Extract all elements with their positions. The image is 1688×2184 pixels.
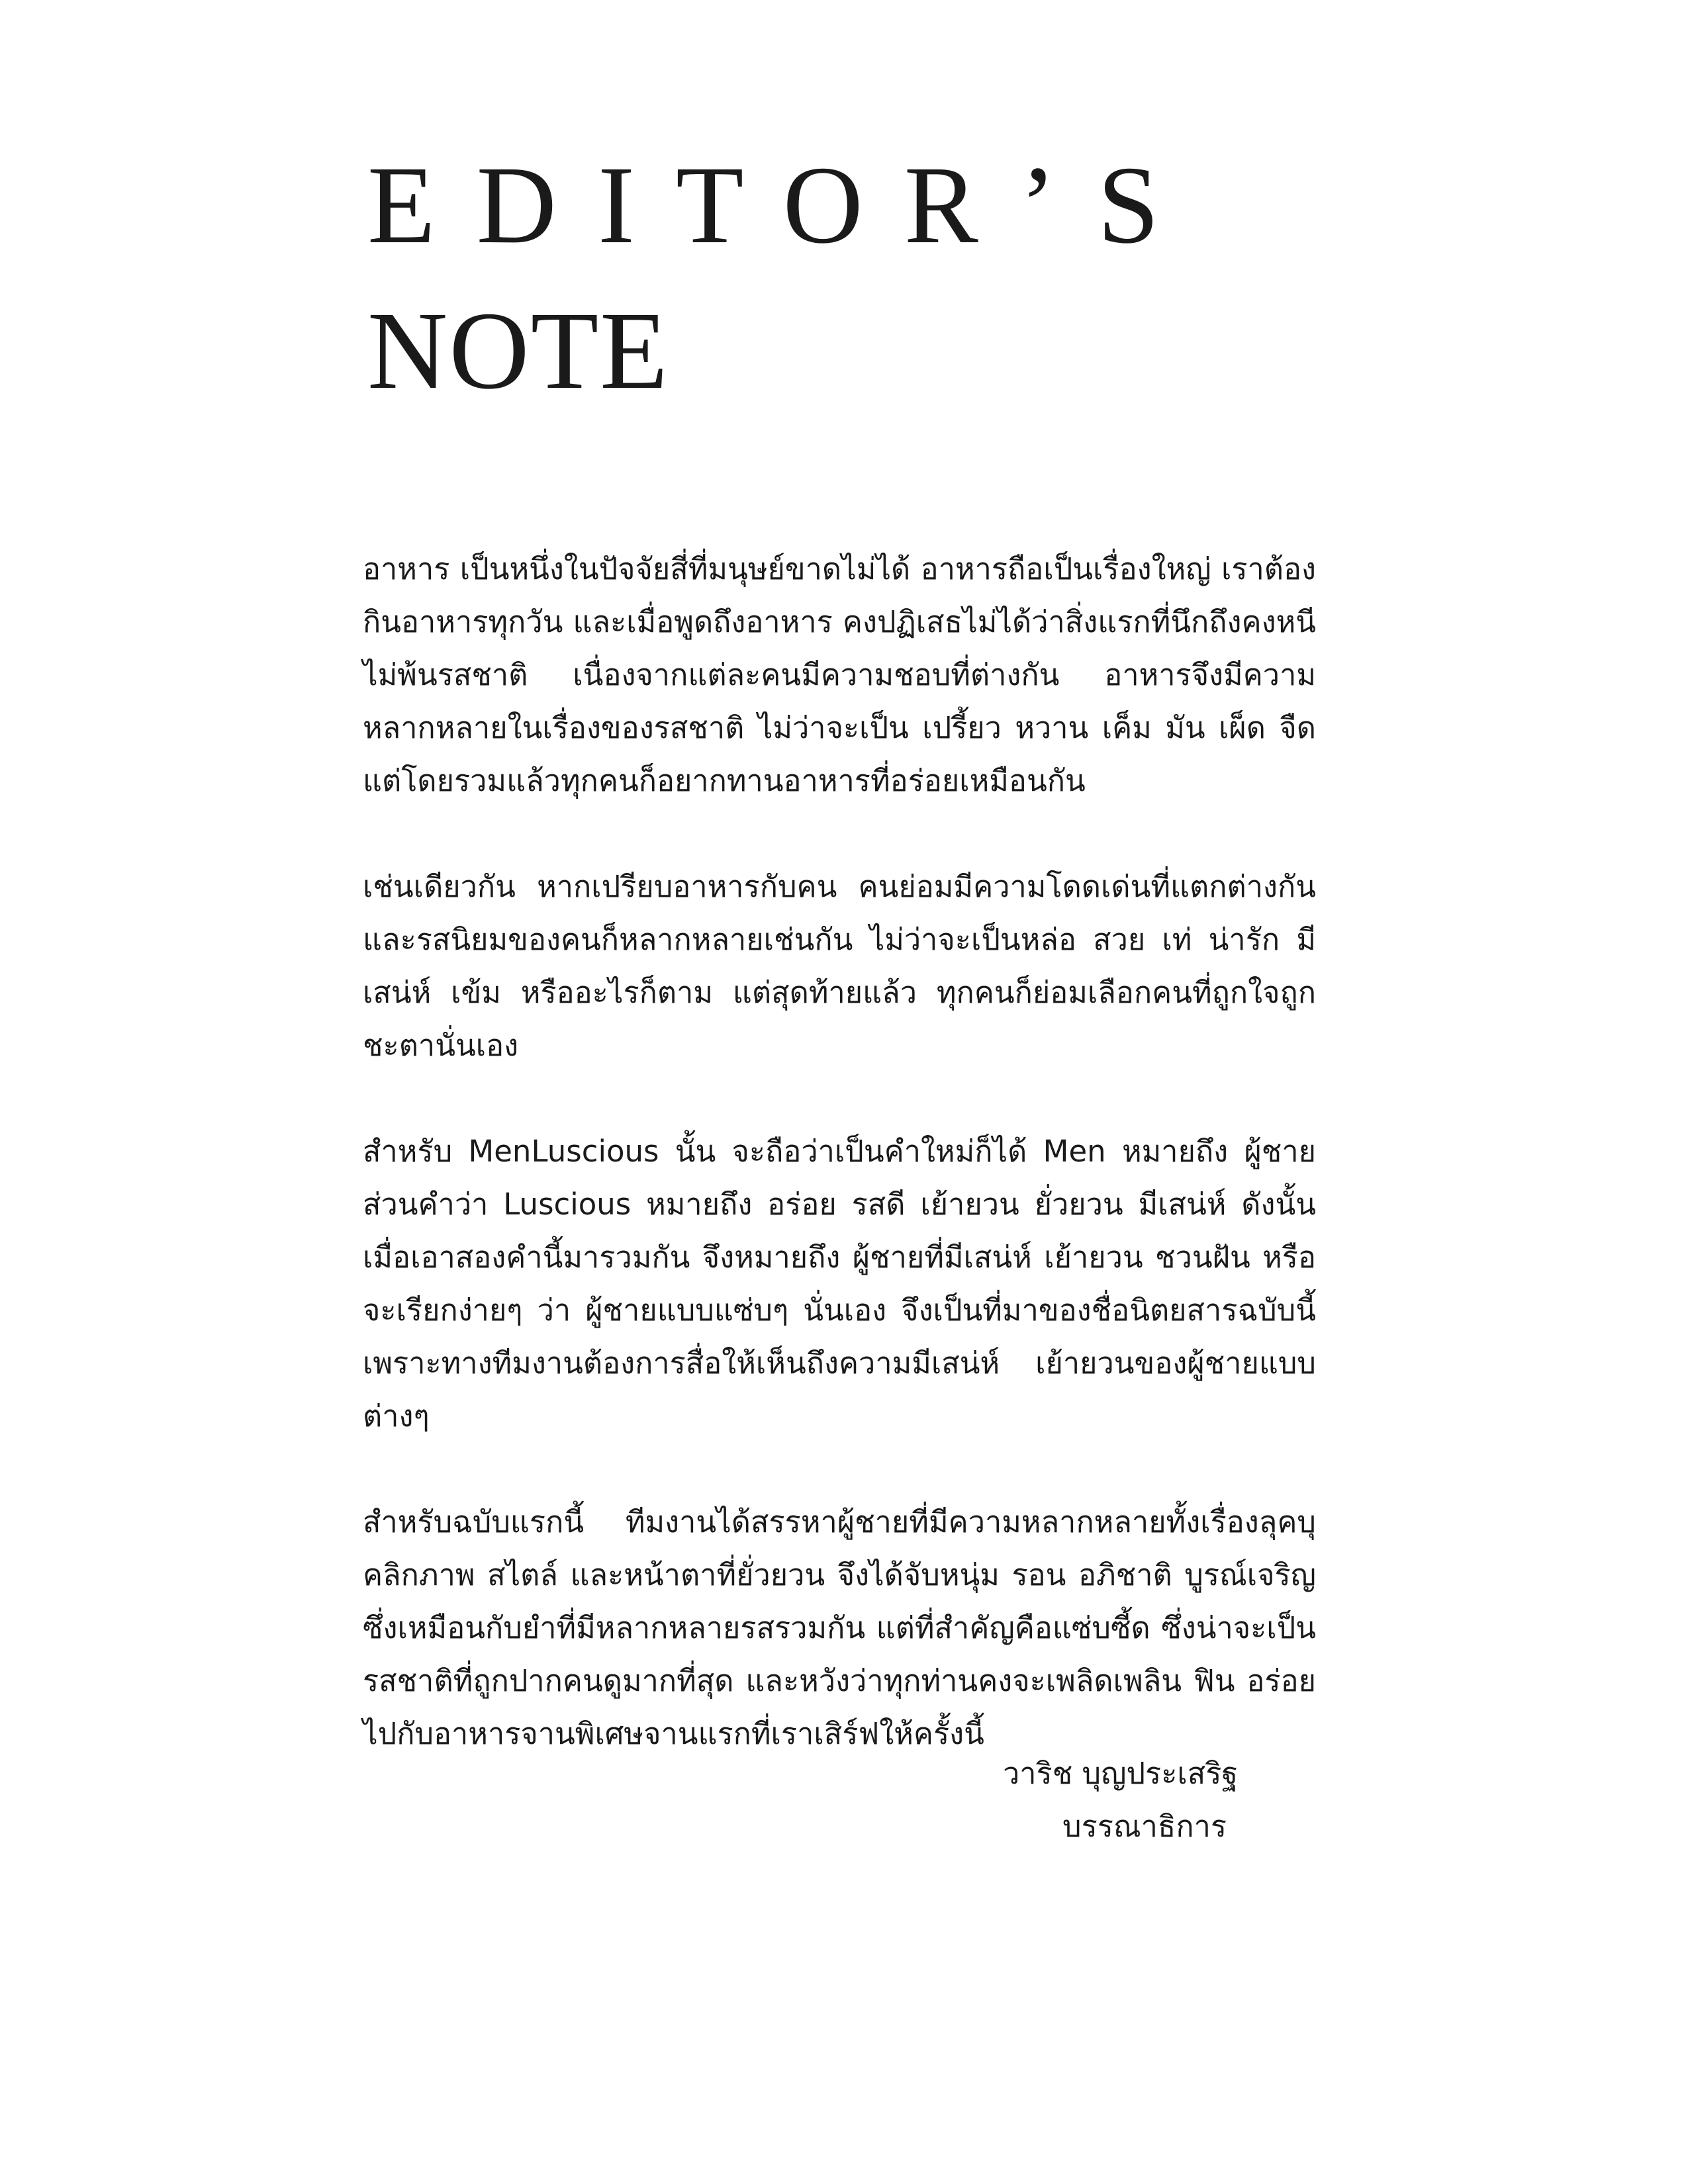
- signature-position: บรรณาธิการ: [1062, 1809, 1227, 1844]
- article-body: [363, 543, 1316, 1760]
- title-line-editors: EDITOR’S: [367, 144, 1201, 267]
- signature-name: วาริช บุญประเสริฐ: [1003, 1756, 1239, 1791]
- title-line-note: NOTE: [367, 289, 669, 412]
- paragraph-people-comparison: เช่นเดียวกัน หากเปรียบอาหารกับคน คนย่อมมีความโดดเด่นที่แตกต่างกัน และรสนิยมของคนก็หลากหลายเช่นกัน ไม่ว่าจะเป็นหล่อ สวย เท่ น่ารัก มีเสน่ห์ เข้ม หรืออะไรก็ตาม แต่สุดท้ายแล้ว ทุกคนก็ย่อมเลือกคนที่ถูกใจถูกชะตานั่นเอง: [363, 869, 1316, 1063]
- paragraph-first-issue: สำหรับฉบับแรกนี้ ทีมงานได้สรรหาผู้ชายที่มีความหลากหลายทั้งเรื่องลุคบุคลิกภาพ สไตล์ และหน้าตาที่ยั่วยวน จึงได้จับหนุ่ม รอน อภิชาติ บูรณ์เจริญ ซึ่งเหมือนกับยำที่มีหลากหลายรสรวมกัน แต่ที่สำคัญคือแซ่บซี้ด ซึ่งน่าจะเป็นรสชาติที่ถูกปากคนดูมากที่สุด และหวังว่าทุกท่านคงจะเพลิดเพลิน ฟิน อร่อยไปกับอาหารจานพิเศษจานแรกที่เราเสิร์ฟให้ครั้งนี้: [363, 1504, 1316, 1751]
- paragraph-menluscious-meaning: สำหรับ MenLuscious นั้น จะถือว่าเป็นคำใหม่ก็ได้ Men หมายถึง ผู้ชาย ส่วนคำว่า Luscious หมายถึง อร่อย รสดี เย้ายวน ยั่วยวน มีเสน่ห์ ดังนั้น เมื่อเอาสองคำนี้มารวมกัน จึงหมายถึง ผู้ชายที่มีเสน่ห์ เย้ายวน ชวนฝัน หรือจะเรียกง่ายๆ ว่า ผู้ชายแบบแซ่บๆ นั่นเอง จึงเป็นที่มาของชื่อนิตยสารฉบับนี้ เพราะทางทีมงานต้องการสื่อให้เห็นถึงความมีเสน่ห์ เย้ายวนของผู้ชายแบบต่างๆ: [363, 1134, 1316, 1433]
- page-title: [367, 139, 1200, 430]
- paragraph-food-intro: อาหาร เป็นหนึ่งในปัจจัยสี่ที่มนุษย์ขาดไม่ได้ อาหารถือเป็นเรื่องใหญ่ เราต้องกินอาหารทุกวัน และเมื่อพูดถึงอาหาร คงปฏิเสธไม่ได้ว่าสิ่งแรกที่นึกถึงคงหนีไม่พ้นรสชาติ เนื่องจากแต่ละคนมีความชอบที่ต่างกัน อาหารจึงมีความหลากหลายในเรื่องของรสชาติ ไม่ว่าจะเป็น เปรี้ยว หวาน เค็ม มัน เผ็ด จืด แต่โดยรวมแล้วทุกคนก็อยากทานอาหารที่อร่อยเหมือนกัน: [363, 551, 1316, 798]
